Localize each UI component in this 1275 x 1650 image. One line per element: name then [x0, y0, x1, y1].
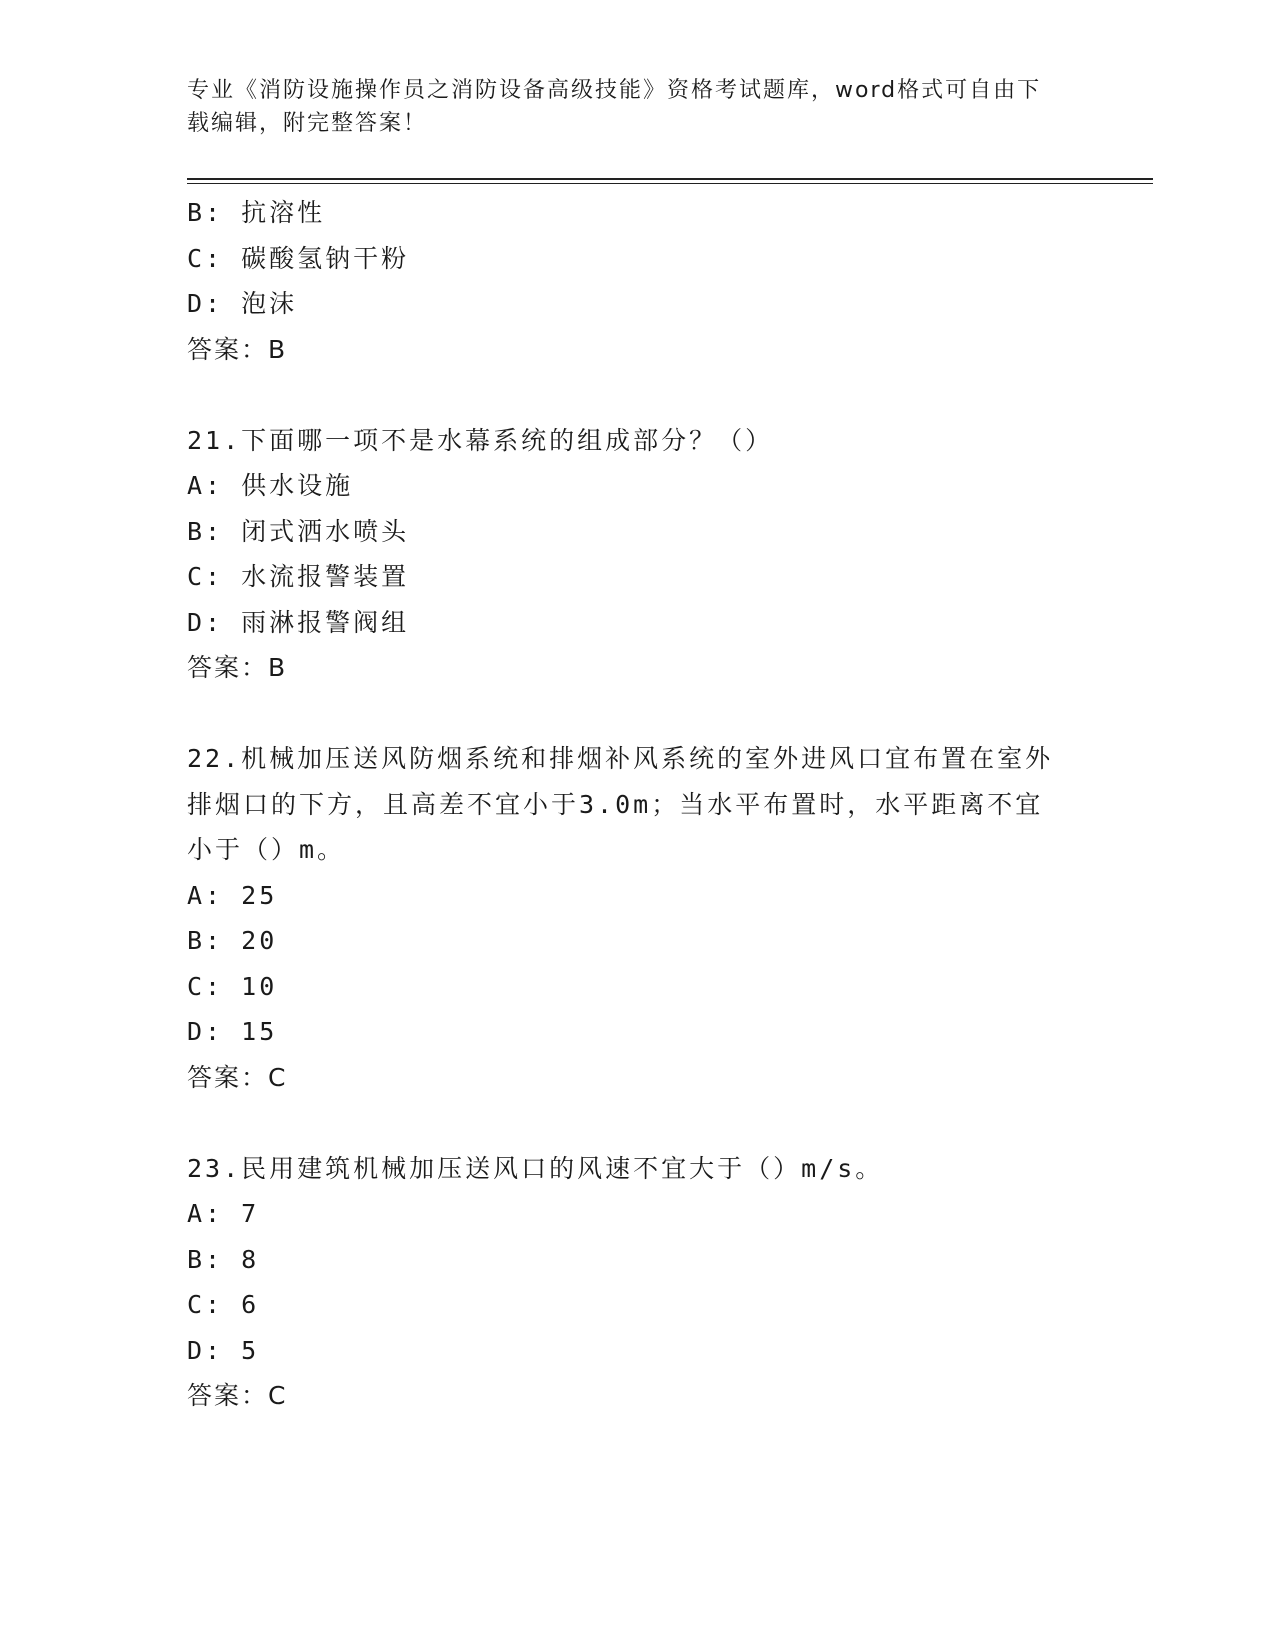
option-b: B: 20 [187, 926, 278, 955]
question-text: 23.民用建筑机械加压送风口的风速不宜大于（）m/s。 [187, 1153, 884, 1183]
question-text: 21.下面哪一项不是水幕系统的组成部分？（） [187, 425, 774, 455]
question-text-line-1: 22.机械加压送风防烟系统和排烟补风系统的室外进风口宜布置在室外 [187, 744, 1054, 773]
option-c: C: 碳酸氢钠干粉 [187, 243, 410, 273]
option-d: D: 5 [187, 1335, 260, 1365]
question-22 [187, 736, 1087, 1100]
answer-line: 答案：C [187, 1381, 288, 1410]
question-list [187, 190, 1087, 1419]
header-line-1: 专业《消防设施操作员之消防设备高级技能》资格考试题库，word格式可自由下 [187, 78, 1042, 103]
option-c: C: 6 [187, 1290, 260, 1319]
header-divider-thin [187, 183, 1153, 184]
question-21 [187, 418, 1087, 691]
question-23 [187, 1146, 1087, 1419]
option-a: A: 供水设施 [187, 471, 354, 500]
spacer [187, 691, 1087, 737]
question-text-line-3: 小于（）m。 [187, 835, 346, 864]
question-continued [187, 190, 1087, 372]
question-text-line-2: 排烟口的下方，且高差不宜小于3.0m；当水平布置时，水平距离不宜 [187, 789, 1044, 819]
document-header [187, 74, 1077, 140]
option-a: A: 25 [187, 880, 278, 910]
option-b: B: 8 [187, 1244, 260, 1274]
option-b: B: 抗溶性 [187, 198, 326, 227]
answer-line: 答案：C [187, 1062, 288, 1092]
answer-line: 答案：B [187, 653, 288, 682]
option-d: D: 雨淋报警阀组 [187, 607, 410, 637]
spacer [187, 372, 1087, 418]
option-a: A: 7 [187, 1199, 260, 1228]
option-c: C: 水流报警装置 [187, 562, 410, 591]
option-b: B: 闭式洒水喷头 [187, 516, 410, 546]
header-line-2: 载编辑，附完整答案！ [187, 111, 428, 136]
header-divider-thick [187, 178, 1153, 180]
answer-line: 答案：B [187, 334, 288, 364]
option-d: D: 15 [187, 1017, 278, 1046]
spacer [187, 1100, 1087, 1146]
option-c: C: 10 [187, 971, 278, 1001]
option-d: D: 泡沫 [187, 289, 298, 318]
